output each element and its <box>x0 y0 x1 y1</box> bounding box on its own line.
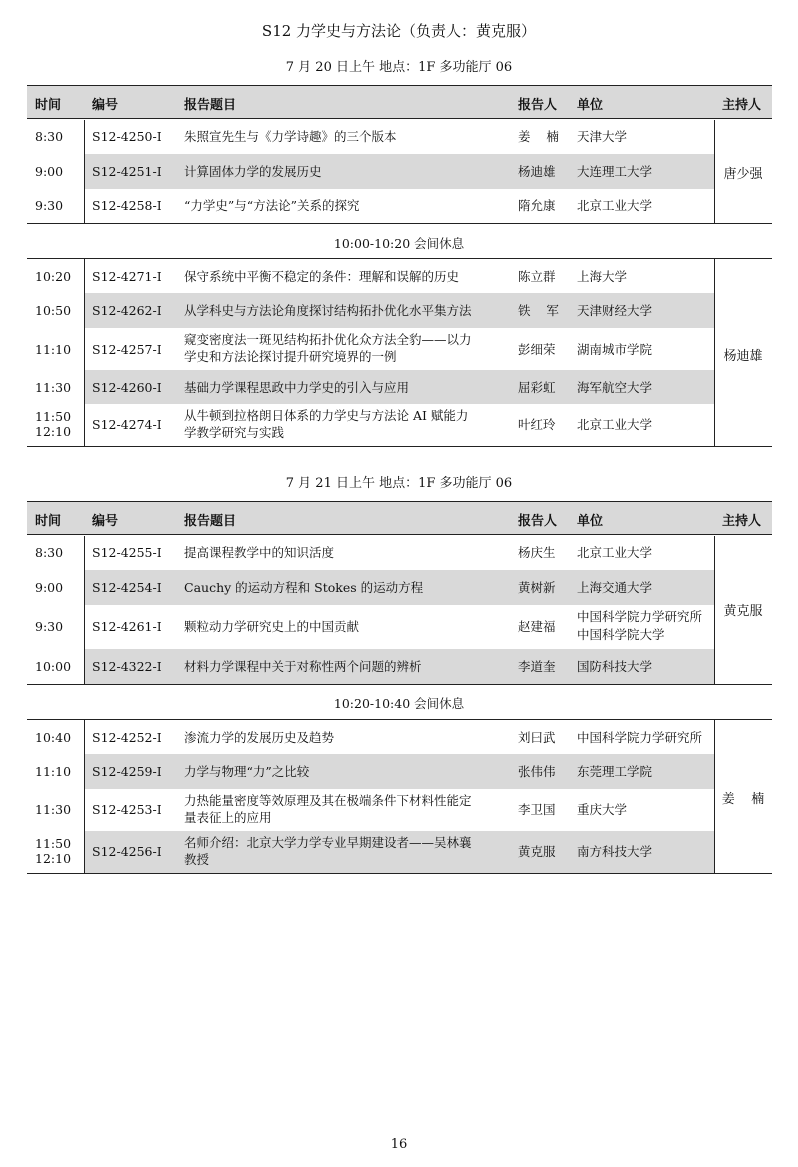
table-row <box>27 754 772 789</box>
table-row <box>27 370 772 404</box>
topic-cell: 基础力学课程思政中力学史的引入与应用 <box>184 380 410 395</box>
page-number: 16 <box>390 1137 408 1152</box>
time-cell: 11:10 <box>35 342 72 357</box>
day1-block1 <box>27 120 772 223</box>
code-cell: S12-4255-I <box>92 545 162 560</box>
time-cell: 9:30 <box>35 198 64 213</box>
code-cell: S12-4253-I <box>92 802 162 817</box>
time-cell: 11:10 <box>35 764 72 779</box>
day2-table-header <box>27 501 772 535</box>
table-row <box>27 570 772 605</box>
speaker-cell: 赵建福 <box>518 619 556 634</box>
day2-subtitle: 7 月 21 日上午 地点：1F 多功能厅 06 <box>285 476 513 491</box>
unit-cell: 北京工业大学 <box>577 545 653 560</box>
topic-cell-line2: 学史和方法论探讨提升研究境界的一例 <box>184 349 397 364</box>
unit-cell-line1: 中国科学院力学研究所 <box>577 609 703 624</box>
topic-cell: 从学科史与方法论角度探讨结构拓扑优化水平集方法 <box>184 303 472 318</box>
code-cell: S12-4250-I <box>92 129 162 144</box>
table-row <box>27 720 772 754</box>
host-cell: 黄克服 <box>723 604 763 619</box>
time-cell: 8:30 <box>35 545 64 560</box>
time-cell: 10:40 <box>35 730 72 745</box>
header-host: 主持人 <box>722 98 762 113</box>
code-cell: S12-4259-I <box>92 764 162 779</box>
time-cell-line2: 12:10 <box>35 424 72 439</box>
unit-cell: 天津财经大学 <box>577 303 653 318</box>
table-row <box>27 259 772 293</box>
day2-block2 <box>27 720 772 873</box>
column-divider <box>84 536 85 684</box>
time-cell: 11:30 <box>35 380 72 395</box>
topic-cell: 力学与物理“力”之比较 <box>184 764 310 779</box>
unit-cell: 北京工业大学 <box>577 417 653 432</box>
topic-cell-line2: 教授 <box>184 852 210 867</box>
speaker-cell: 隋允康 <box>518 198 556 213</box>
code-cell: S12-4260-I <box>92 380 162 395</box>
unit-cell: 上海大学 <box>577 269 628 284</box>
row-divider <box>27 684 772 685</box>
unit-cell: 大连理工大学 <box>577 164 653 179</box>
topic-cell-line2: 学教学研究与实践 <box>184 425 285 440</box>
unit-cell-line2: 中国科学院大学 <box>577 627 665 642</box>
host-cell: 杨迪雄 <box>723 349 763 364</box>
day1-block2 <box>27 259 772 446</box>
topic-cell: 计算固体力学的发展历史 <box>184 164 322 179</box>
code-cell: S12-4251-I <box>92 164 162 179</box>
code-cell: S12-4262-I <box>92 303 162 318</box>
break-label: 10:20-10:40 会间休息 <box>333 696 465 711</box>
unit-cell: 南方科技大学 <box>577 844 653 859</box>
speaker-cell: 铁 军 <box>518 303 559 318</box>
code-cell: S12-4252-I <box>92 730 162 745</box>
time-cell: 9:00 <box>35 164 64 179</box>
time-cell-line1: 11:50 <box>35 836 72 851</box>
header-unit: 单位 <box>577 514 604 529</box>
topic-cell: 材料力学课程中关于对称性两个问题的辨析 <box>184 659 422 674</box>
table-row <box>27 605 772 649</box>
speaker-cell: 黄树新 <box>518 580 556 595</box>
column-divider <box>84 720 85 873</box>
topic-cell: 朱照宣先生与《力学诗趣》的三个版本 <box>184 129 397 144</box>
host-cell: 姜 楠 <box>721 792 765 807</box>
unit-cell: 天津大学 <box>577 129 628 144</box>
code-cell: S12-4258-I <box>92 198 162 213</box>
unit-cell: 湖南城市学院 <box>577 342 653 357</box>
table-row <box>27 789 772 831</box>
header-code: 编号 <box>92 514 119 529</box>
speaker-cell: 彭细荣 <box>518 342 556 357</box>
speaker-cell: 陈立群 <box>518 269 556 284</box>
topic-cell: Cauchy 的运动方程和 Stokes 的运动方程 <box>184 580 424 595</box>
speaker-cell: 屈彩虹 <box>518 380 556 395</box>
time-cell: 9:00 <box>35 580 64 595</box>
day1-subtitle: 7 月 20 日上午 地点：1F 多功能厅 06 <box>285 60 513 75</box>
code-cell: S12-4322-I <box>92 659 162 674</box>
table-bottom-border <box>27 446 772 447</box>
table-row <box>27 649 772 684</box>
unit-cell: 海军航空大学 <box>577 380 653 395</box>
page-title: S12 力学史与方法论（负责人：黄克服） <box>261 22 537 40</box>
topic-cell-line1: 名师介绍：北京大学力学专业早期建设者——吴林襄 <box>184 835 472 850</box>
time-cell: 10:00 <box>35 659 72 674</box>
topic-cell: 提高课程教学中的知识活度 <box>184 545 335 560</box>
header-time: 时间 <box>35 514 62 529</box>
topic-cell: 保守系统中平衡不稳定的条件：理解和误解的历史 <box>184 269 460 284</box>
header-topic: 报告题目 <box>184 98 237 113</box>
table-row <box>27 328 772 370</box>
header-time: 时间 <box>35 98 62 113</box>
speaker-cell: 杨庆生 <box>518 545 556 560</box>
table-row <box>27 536 772 570</box>
time-cell: 8:30 <box>35 129 64 144</box>
code-cell: S12-4257-I <box>92 342 162 357</box>
speaker-cell: 刘曰武 <box>518 730 556 745</box>
header-code: 编号 <box>92 98 119 113</box>
column-divider <box>84 259 85 446</box>
code-cell: S12-4261-I <box>92 619 162 634</box>
speaker-cell: 李卫国 <box>518 802 556 817</box>
row-divider <box>27 223 772 224</box>
table-row <box>27 154 772 189</box>
speaker-cell: 叶红玲 <box>518 417 556 432</box>
header-speaker: 报告人 <box>518 514 558 529</box>
table-row <box>27 189 772 223</box>
speaker-cell: 姜 楠 <box>518 129 559 144</box>
unit-cell: 重庆大学 <box>577 802 628 817</box>
unit-cell: 东莞理工学院 <box>577 764 653 779</box>
break-label: 10:00-10:20 会间休息 <box>333 236 465 251</box>
code-cell: S12-4274-I <box>92 417 162 432</box>
header-topic: 报告题目 <box>184 514 237 529</box>
code-cell: S12-4256-I <box>92 844 162 859</box>
unit-cell: 北京工业大学 <box>577 198 653 213</box>
unit-cell: 国防科技大学 <box>577 659 653 674</box>
topic-cell: “力学史”与“方法论”关系的探究 <box>184 198 360 213</box>
header-host: 主持人 <box>722 514 762 529</box>
time-cell: 9:30 <box>35 619 64 634</box>
topic-cell-line1: 窥变密度法一斑见结构拓扑优化众方法全豹——以力 <box>184 332 472 347</box>
speaker-cell: 杨迪雄 <box>518 164 556 179</box>
time-cell: 11:30 <box>35 802 72 817</box>
table-row <box>27 831 772 873</box>
time-cell: 10:20 <box>35 269 72 284</box>
table-row <box>27 293 772 328</box>
speaker-cell: 李道奎 <box>518 659 556 674</box>
header-unit: 单位 <box>577 98 604 113</box>
time-cell: 10:50 <box>35 303 72 318</box>
unit-cell: 上海交通大学 <box>577 580 653 595</box>
day1-table-header <box>27 85 772 119</box>
host-cell: 唐少强 <box>723 167 763 182</box>
speaker-cell: 张伟伟 <box>518 764 556 779</box>
table-bottom-border <box>27 873 772 874</box>
table-row <box>27 120 772 155</box>
code-cell: S12-4254-I <box>92 580 162 595</box>
unit-cell: 中国科学院力学研究所 <box>577 730 703 745</box>
header-speaker: 报告人 <box>518 98 558 113</box>
topic-cell-line2: 量表征上的应用 <box>184 810 272 825</box>
time-cell-line2: 12:10 <box>35 851 72 866</box>
topic-cell: 颗粒动力学研究史上的中国贡献 <box>184 619 360 634</box>
day2-block1 <box>27 536 772 684</box>
time-cell-line1: 11:50 <box>35 409 72 424</box>
code-cell: S12-4271-I <box>92 269 162 284</box>
table-row <box>27 404 772 446</box>
speaker-cell: 黄克服 <box>518 844 556 859</box>
topic-cell: 渗流力学的发展历史及趋势 <box>184 730 335 745</box>
topic-cell-line1: 从牛顿到拉格朗日体系的力学史与方法论 AI 赋能力 <box>184 408 469 423</box>
topic-cell-line1: 力热能量密度等效原理及其在极端条件下材料性能定 <box>184 793 472 808</box>
column-divider <box>84 120 85 223</box>
